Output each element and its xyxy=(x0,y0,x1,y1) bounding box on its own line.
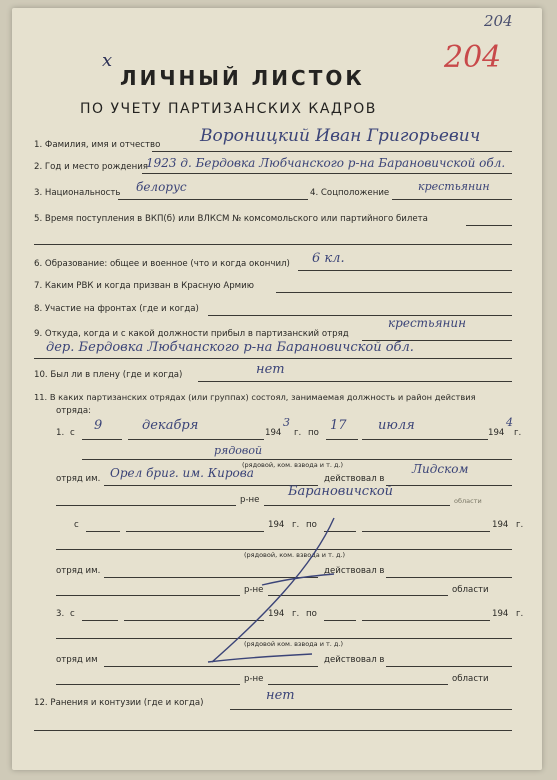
period-1-day-from: 9 xyxy=(94,418,103,433)
period-2-rne: р-не xyxy=(244,585,264,595)
period-2-po: по xyxy=(306,520,317,530)
period-3-otryad-label: отряд им xyxy=(56,655,98,665)
field-2-label: 2. Год и место рождения xyxy=(34,162,148,172)
period-2-year-prefix: 194 xyxy=(268,520,285,530)
period-1-rne: р-не xyxy=(240,495,260,505)
period-1-deistv-value: Лидском xyxy=(412,462,469,476)
period-1-c: с xyxy=(70,428,75,438)
period-2-otryad-label: отряд им. xyxy=(56,566,101,576)
period-1-month-to: июля xyxy=(378,418,415,433)
period-1-year-prefix: 194 xyxy=(265,428,282,438)
period-1-deistv-label: действовал в xyxy=(324,474,385,484)
page-number-top: 204 xyxy=(484,12,513,30)
period-1-g-from: г. xyxy=(294,428,302,438)
period-1-otryad-value: Орел бриг. им. Кирова xyxy=(110,466,254,480)
field-4-label: 4. Соцположение xyxy=(310,188,390,198)
period-1-num: 1. xyxy=(56,428,65,438)
period-1-month-from: декабря xyxy=(142,418,199,433)
field-11-label-1: 11. В каких партизанских отрядах (или группах) состоял, занимаемая должность и район действия xyxy=(34,392,476,402)
field-12-label: 12. Ранения и контузии (где и когда) xyxy=(34,698,204,708)
period-1-year-to: 4 xyxy=(506,416,513,429)
period-3-deistv-label: действовал в xyxy=(324,655,385,665)
field-6-value: 6 кл. xyxy=(312,251,345,266)
period-1-po: по xyxy=(308,428,319,438)
field-11-label-2: отряда: xyxy=(56,406,91,416)
period-1-year-from: 3 xyxy=(283,416,290,429)
period-2-c: с xyxy=(74,520,79,530)
period-2-year-prefix-to: 194 xyxy=(492,520,509,530)
page-number-red: 204 xyxy=(444,40,502,75)
period-2-role-hint: (рядовой, ком. взвода и т. д.) xyxy=(244,551,346,559)
period-1-role: рядовой xyxy=(214,444,263,457)
cancel-stroke-diagonal xyxy=(212,518,334,662)
period-1-oblast-value: Барановичской xyxy=(288,484,394,499)
field-6-label: 6. Образование: общее и военное (что и когда окончил) xyxy=(34,259,290,269)
period-3-po: по xyxy=(306,609,317,619)
field-4-value: крестьянин xyxy=(418,180,490,193)
page-title: ЛИЧНЫЙ ЛИСТОК xyxy=(120,66,365,90)
period-1-oblast-label: области xyxy=(454,497,482,505)
field-8-label: 8. Участие на фронтах (где и когда) xyxy=(34,304,199,314)
field-7-label: 7. Каким РВК и когда призван в Красную Армию xyxy=(34,281,254,291)
field-5-label: 5. Время поступления в ВКП(б) или ВЛКСМ № комсомольского или партийного билета xyxy=(34,214,428,224)
period-2-deistv-label: действовал в xyxy=(324,566,385,576)
field-12-value: нет xyxy=(266,688,295,703)
field-9-value-1: крестьянин xyxy=(388,316,467,330)
field-1-value: Вороницкий Иван Григорьевич xyxy=(200,126,481,146)
page-subtitle: ПО УЧЕТУ ПАРТИЗАНСКИХ КАДРОВ xyxy=(80,101,377,117)
field-1-label: 1. Фамилия, имя и отчество xyxy=(34,140,161,150)
period-3-year-prefix: 194 xyxy=(268,609,285,619)
document-sheet xyxy=(12,8,542,770)
period-3-g-to: г. xyxy=(516,609,524,619)
period-2-oblast-label: области xyxy=(452,585,489,595)
period-1-g-to: г. xyxy=(514,428,522,438)
cancellation-strokes xyxy=(12,8,542,770)
field-9-value-2: дер. Бердовка Любчанского р-на Барановичской обл. xyxy=(46,340,414,355)
period-1-year-prefix-to: 194 xyxy=(488,428,505,438)
period-3-role-hint: (рядовой ком. взвода и т. д.) xyxy=(244,640,344,648)
period-3-g-from: г. xyxy=(292,609,300,619)
period-3-rne: р-не xyxy=(244,674,264,684)
field-9-label: 9. Откуда, когда и с какой должности прибыл в партизанский отряд xyxy=(34,329,349,339)
period-1-otryad-label: отряд им. xyxy=(56,474,101,484)
period-3-num: 3. xyxy=(56,609,65,619)
cancel-stroke-bottom xyxy=(208,654,312,662)
field-3-value: белорус xyxy=(136,180,187,194)
period-1-day-to: 17 xyxy=(330,418,347,433)
period-2-g-from: г. xyxy=(292,520,300,530)
period-3-oblast-label: области xyxy=(452,674,489,684)
period-3-c: с xyxy=(70,609,75,619)
field-2-value: 1923 д. Бердовка Любчанского р-на Барановичской обл. xyxy=(146,156,506,170)
period-3-year-prefix-to: 194 xyxy=(492,609,509,619)
title-mark: x xyxy=(102,50,113,71)
field-10-value: нет xyxy=(256,362,285,377)
field-3-label: 3. Национальность xyxy=(34,188,121,198)
period-2-g-to: г. xyxy=(516,520,524,530)
field-10-label: 10. Был ли в плену (где и когда) xyxy=(34,370,183,380)
period-1-role-hint: (рядовой, ком. взвода и т. д.) xyxy=(242,461,344,469)
